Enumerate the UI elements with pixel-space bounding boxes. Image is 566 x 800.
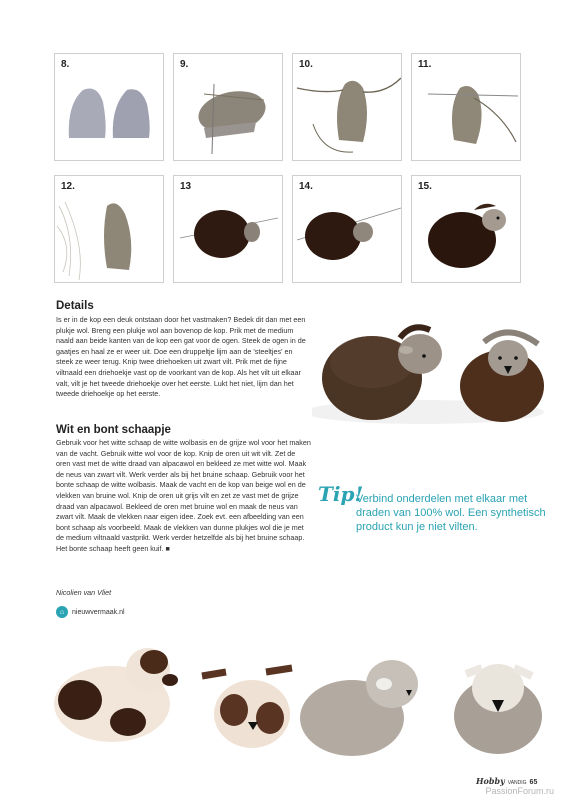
- watermark: PassionForum.ru: [485, 786, 554, 796]
- step-15-photo: [411, 175, 521, 283]
- step-10-photo: [292, 53, 402, 161]
- step-13-photo: [173, 175, 283, 283]
- step-12-photo: [54, 175, 164, 283]
- bont-heading: Wit en bont schaapje: [56, 424, 171, 436]
- step-8-photo: [54, 53, 164, 161]
- step-number: 13: [180, 181, 192, 192]
- step-number: 12.: [61, 181, 75, 192]
- details-text: Is er in de kop een deuk ontstaan door het vastmaken? Bedek dit dan met een plukje wol. Breng een plukje wol aan bovenop de kop. Prik met de medium naald aan beide kanten van de kop een gat voor de ogen. Steek de ogen in de gaatjes en haal ze er weer uit. Doe een druppeltje lijm aan de 'steeltjes' en steek ze weer terug. Knip twee driehoeken uit zwart vilt. Prik met de fijne viltnaald een driehoekje vast op de voorkant van de kop. Als het vilt uit elkaar valt, vilt je het tweede driehoekje over het eerste. Lukt het niet, lijm dan het tweede driehoekje op het eerste.: [56, 315, 306, 399]
- brown-sheep-photo: [312, 302, 552, 428]
- step-number: 9.: [180, 59, 189, 70]
- tip-title: Tip!: [318, 482, 364, 506]
- bont-text: Gebruik voor het witte schaap de witte wolbasis en de grijze wol voor het maken van de vacht. Gebruik witte wol voor de kop. Knip de oren uit wit vilt. Zet de oren vast met de witte draad van alpacawol en bekleed ze met witte wol. Maak de neus van zwart vilt. Werk verder als bij het bruine schaap. Gebruik voor het bonte schaap de witte wolbasis. Maak de vacht en de kop van beige wol en de vlekken van bruine wol. Knip de oren uit grijs vilt en zet ze vast met de grijze draad van alpacawol. Bekleed de oren met bruine wol en maak de neus van zwart vilt. Maak de vlekken naar eigen idee. Zoek evt. een afbeelding van een bont schaap als voorbeeld. Maak de vlekken van dunne plukjes wol die je met de medium viltnaald vastprikt. Werk verder hetzelfde als bij het bruine schaap. Het bonte schaap heeft geen kuif. ■: [56, 438, 311, 553]
- step-14-photo: [292, 175, 402, 283]
- step-number: 8.: [61, 59, 70, 70]
- step-9-photo: [173, 53, 283, 161]
- sheep-group-photo: [30, 632, 550, 762]
- step-number: 15.: [418, 181, 432, 192]
- page-number: 65: [529, 779, 538, 786]
- website-link[interactable]: [56, 606, 125, 618]
- step-11-photo: [411, 53, 521, 161]
- step-number: 11.: [418, 59, 432, 70]
- step-number: 14.: [299, 181, 313, 192]
- magazine-brand-sub: VANDIG: [507, 780, 527, 786]
- tip-text: Verbind onderdelen met elkaar met draden van 100% wol. Een synthetisch product kun je niet vilten.: [356, 493, 546, 533]
- website-url: nieuwvermaak.nl: [72, 608, 125, 616]
- home-icon: ⌂: [56, 606, 68, 618]
- details-heading: Details: [56, 300, 94, 312]
- step-number: 10.: [299, 59, 313, 70]
- author-name: Nicolien van Vliet: [56, 588, 112, 597]
- magazine-brand: Hobby: [476, 776, 505, 786]
- page-footer: [476, 776, 537, 786]
